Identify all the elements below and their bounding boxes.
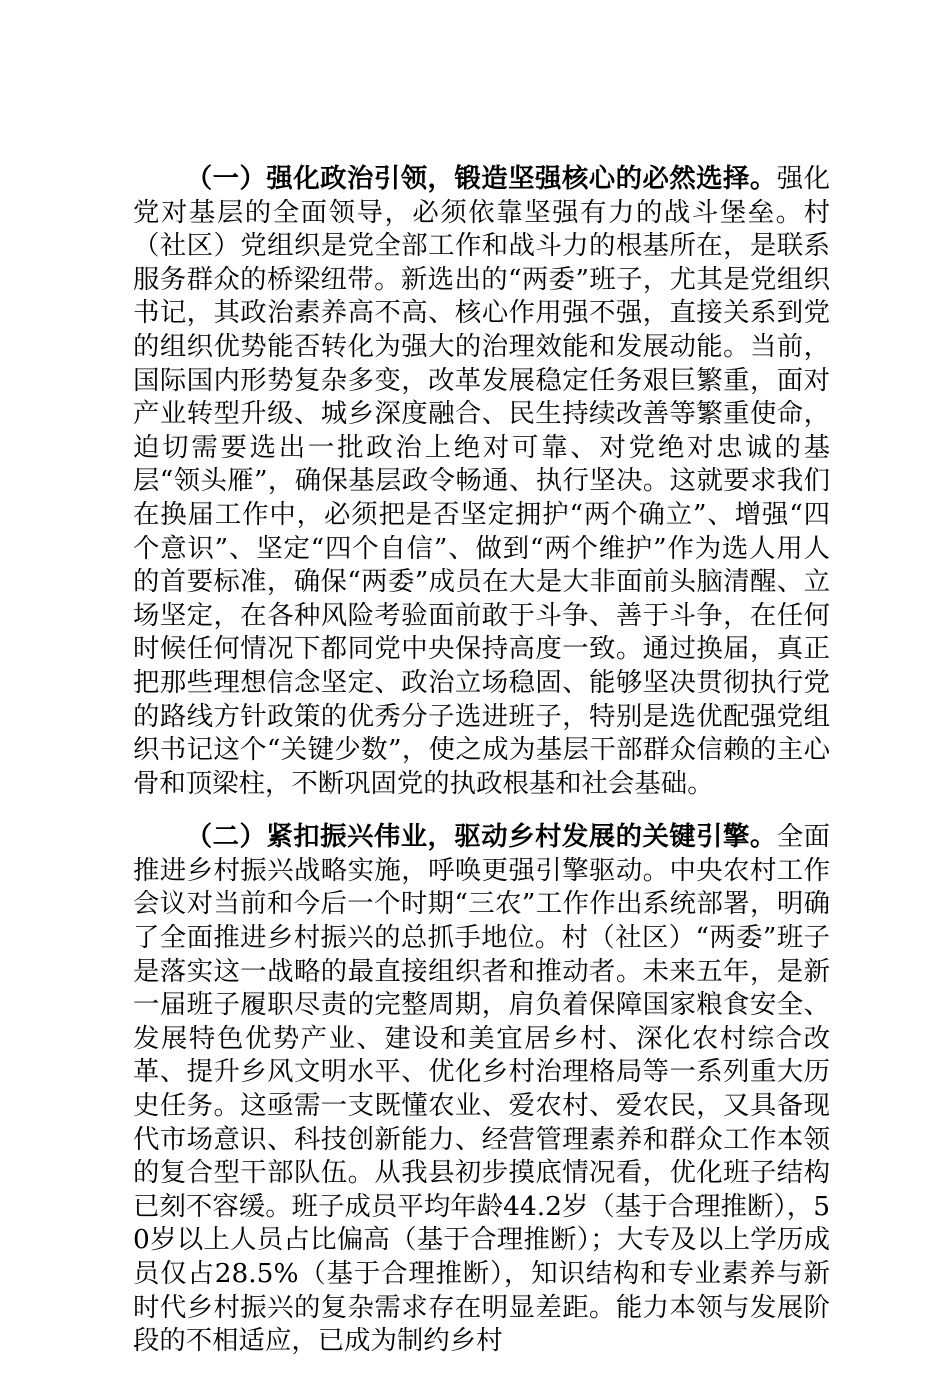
paragraph-political-leadership (133, 162, 830, 800)
paragraph-heading: （二）紧扣振兴伟业，驱动乡村发展的关键引擎。 (185, 821, 777, 853)
paragraph-rural-revitalization (133, 820, 830, 1358)
paragraph-heading: （一）强化政治引领，锻造坚强核心的必然选择。 (185, 163, 777, 194)
paragraph-body: 强化党对基层的全面领导，必须依靠坚强有力的战斗堡垒。村（社区）党组织是党全部工作和战斗力的根基所在，是联系服务群众的桥梁纽带。新选出的“两委”班子，尤其是党组织书记，其政治素养高不高、核心作用强不强，直接关系到党的组织优势能否转化为强大的治理效能和发展动能。当前，国际国内形势复杂多变，改革发展稳定任务艰巨繁重，面对产业转型升级、城乡深度融合、民生持续改善等繁重使命，迫切需要选出一批政治上绝对可靠、对党绝对忠诚的基层“领头雁”，确保基层政令畅通、执行坚决。这就要求我们在换届工作中，必须把是否坚定拥护“两个确立”、增强“四个意识”、坚定“四个自信”、做到“两个维护”作为选人用人的首要标准，确保“两委”成员在大是大非面前头脑清醒、立场坚定，在各种风险考验面前敢于斗争、善于斗争，在任何时候任何情况下都同党中央保持高度一致。通过换届，真正把那些理想信念坚定、政治立场稳固、能够坚决贯彻执行党的路线方针政策的优秀分子选进班子，特别是选优配强党组织书记这个“关键少数”，使之成为基层干部群众信赖的主心骨和顶梁柱，不断巩固党的执政根基和社会基础。 (133, 163, 831, 799)
document-page (133, 162, 830, 1378)
paragraph-body: 全面推进乡村振兴战略实施，呼唤更强引擎驱动。中央农村工作会议对当前和今后一个时期“三农”工作作出系统部署，明确了全面推进乡村振兴的总抓手地位。村（社区）“两委”班子是落实这一战略的最直接组织者和推动者。未来五年，是新一届班子履职尽责的完整周期，肩负着保障国家粮食安全、发展特色优势产业、建设和美宜居乡村、深化农村综合改革、提升乡风文明水平、优化乡村治理格局等一系列重大历史任务。这亟需一支既懂农业、爱农村、爱农民，又具备现代市场意识、科技创新能力、经营管理素养和群众工作本领的复合型干部队伍。从我县初步摸底情况看，优化班子结构已刻不容缓。班子成员平均年龄44.2岁（基于合理推断），50岁以上人员占比偏高（基于合理推断）；大专及以上学历成员仅占28.5%（基于合理推断），知识结构和专业素养与新时代乡村振兴的复杂需求存在明显差距。能力本领与发展阶段的不相适应，已成为制约乡村 (133, 821, 831, 1357)
